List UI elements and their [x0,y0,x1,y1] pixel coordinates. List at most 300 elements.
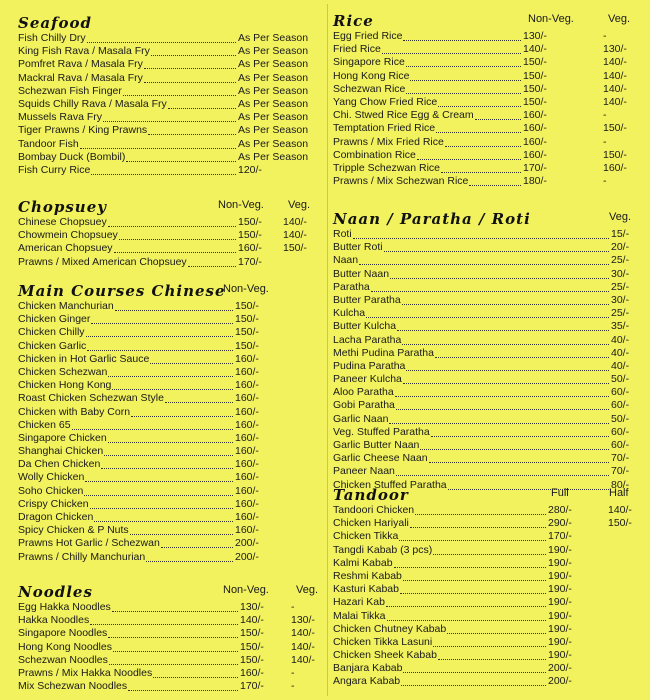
item-name: Kasturi Kabab [333,583,399,596]
menu-item [18,124,323,137]
item-price: 160/- [523,135,547,148]
dot-leader [410,70,521,81]
menu-item [333,334,645,347]
dot-leader [387,610,546,621]
menu-item [18,537,323,550]
item-price-secondary: 140/- [603,56,627,69]
menu-item [333,386,645,399]
menu-item [333,96,645,109]
dot-leader [112,601,238,612]
col-header-veg: Veg. [609,211,632,223]
menu-item [333,530,645,543]
menu-item [18,614,323,627]
item-name: Chi. Stwed Rice Egg & Cream [333,109,474,122]
col-header-half: Half [609,487,629,499]
item-name: Fish Chilly Dry [18,32,86,44]
dot-leader [108,627,238,638]
menu-item [333,109,645,122]
item-name: Banjara Kabab [333,662,403,675]
main-courses-section [18,282,323,564]
dot-leader [84,485,233,496]
item-price: 50/- [611,373,630,386]
item-price: 160/- [235,471,259,484]
item-price: 190/- [548,649,572,662]
dot-leader [395,386,609,397]
item-price: 150/- [235,326,259,339]
dot-leader [415,504,546,515]
menu-item [18,58,323,71]
item-name: Schezwan Rice [333,82,406,95]
menu-item [18,524,323,537]
menu-item [333,517,645,530]
item-name: Chicken Stuffed Paratha [333,478,447,491]
item-price: 160/- [235,511,259,523]
dot-leader [80,138,236,149]
chopsuey-section [18,198,323,269]
menu-item [18,551,323,564]
item-name: Fried Rice [333,43,381,56]
item-price: 280/- [548,504,572,516]
seafood-list [18,32,323,177]
dot-leader [90,498,233,509]
item-price: 200/- [235,550,259,563]
item-name: Shanghai Chicken [18,445,104,458]
col-header-veg: Veg. [296,584,319,596]
menu-item [333,241,645,254]
menu-item [18,654,323,667]
menu-item [18,485,323,498]
section-title: Chopsuey [18,198,107,216]
col-header-veg: Veg. [608,13,631,25]
col-header-full: Full [551,487,569,499]
seafood-section [18,14,323,177]
item-name: Tangdi Kabab (3 pcs) [333,543,433,556]
item-name: Chicken Hong Kong [18,379,112,392]
item-price: 160/- [235,497,259,510]
dot-leader [400,583,546,594]
col-header-nonveg: Non-Veg. [223,283,269,295]
dot-leader [85,471,233,482]
item-name: Mix Schezwan Noodles [18,680,128,693]
menu-item [333,570,645,583]
menu-item [18,419,323,432]
item-price: 25/- [611,307,630,320]
item-price: 190/- [548,596,572,609]
dot-leader [113,641,238,652]
menu-item [333,268,645,281]
menu-item [333,149,645,162]
dot-leader [128,680,238,691]
menu-item [333,70,645,83]
chopsuey-list [18,216,323,269]
item-name: Malai Tikka [333,609,386,622]
seafood-header [18,14,323,32]
section-title: Main Courses Chinese [18,282,226,300]
menu-item [333,307,645,320]
item-name: Schezwan Noodles [18,653,108,666]
item-price-secondary: - [291,680,295,693]
item-price: 170/- [523,161,547,174]
menu-item [18,151,323,164]
item-name: Gobi Paratha [333,399,395,412]
item-name: Chicken Garlic [18,339,87,352]
dot-leader [87,32,236,43]
menu-item [333,399,645,412]
item-name: Chicken Schezwan [18,365,108,378]
item-name: Chicken Hariyali [333,517,409,530]
item-price: 190/- [548,543,572,556]
item-name: Hong Kong Noodles [18,640,112,653]
menu-item [333,623,645,636]
item-price: 20/- [611,241,630,254]
main-courses-header [18,282,323,300]
naan-header [333,210,645,228]
item-price-secondary: 140/- [608,504,632,516]
item-name: Kulcha [333,307,366,320]
menu-item [18,641,323,654]
item-name: Chicken in Hot Garlic Sauce [18,352,150,365]
item-name: Pudina Paratha [333,359,406,372]
item-price: As Per Season [238,45,309,58]
item-price: 160/- [235,431,259,444]
menu-item [333,596,645,609]
item-name: Prawns / Mix Schezwan Rice [333,175,469,188]
item-name: Paratha [333,280,370,293]
dot-leader [438,649,546,660]
tandoor-header [333,486,645,504]
item-price: 35/- [611,320,630,333]
menu-item [333,373,645,386]
item-name: Garlic Butter Naan [333,439,420,451]
menu-item [18,164,323,177]
item-price: 160/- [238,242,262,255]
item-name: Schezwan Fish Finger [18,84,122,97]
dot-leader [119,229,236,240]
dot-leader [396,465,609,476]
item-price-secondary: 140/- [603,82,627,95]
menu-item [18,471,323,484]
item-price: 190/- [548,556,572,569]
item-price: 140/- [240,614,264,627]
item-price: 30/- [611,267,630,280]
item-name: Squids Chilly Rava / Masala Fry [18,97,167,110]
item-name: Tandoor Fish [18,137,79,150]
rice-header [333,12,645,30]
item-price: 130/- [240,601,264,613]
menu-item [18,667,323,680]
menu-item [333,30,645,43]
menu-item [18,353,323,366]
dot-leader [433,544,546,555]
item-name: Da Chen Chicken [18,458,101,471]
menu-item [333,360,645,373]
item-name: Lacha Paratha [333,333,402,346]
menu-item [18,300,323,313]
item-price: 60/- [611,386,630,399]
item-name: Mussels Rava Fry [18,111,103,124]
col-header-nonveg: Non-Veg. [528,13,574,25]
item-price-secondary: 140/- [291,640,315,653]
item-price: 160/- [523,109,547,122]
section-title: Seafood [18,14,93,32]
item-price: 160/- [235,352,259,365]
item-price: 150/- [523,69,547,82]
item-price: 150/- [240,640,264,653]
item-name: Butter Naan [333,267,390,280]
menu-item [333,413,645,426]
item-price-secondary: 160/- [603,161,627,174]
item-name: Dragon Chicken [18,511,94,523]
item-price: 130/- [523,30,547,42]
item-price-secondary: 150/- [283,242,307,255]
menu-item [333,228,645,241]
item-name: Yang Chow Fried Rice [333,95,438,108]
dot-leader [146,551,233,562]
dot-leader [131,406,233,417]
item-price: 150/- [523,82,547,95]
item-name: Chicken Tikka Lasuni [333,635,433,648]
dot-leader [402,334,609,345]
dot-leader [144,58,236,69]
item-price: 160/- [235,524,259,537]
item-price: As Per Season [238,111,309,124]
item-price: As Per Season [238,71,309,84]
item-price-secondary: - [291,601,295,613]
item-name: American Chopsuey [18,242,113,255]
menu-item [18,98,323,111]
menu-item [18,432,323,445]
item-price-secondary: 130/- [603,43,627,56]
item-price: 70/- [611,452,630,465]
item-name: Prawns Hot Garlic / Schezwan [18,537,160,550]
item-price: 160/- [235,445,259,458]
item-name: Soho Chicken [18,484,84,497]
rice-section [333,12,645,188]
dot-leader [91,313,233,324]
item-price-secondary: 140/- [603,69,627,82]
dot-leader [104,445,233,456]
menu-item [18,45,323,58]
item-price-secondary: 140/- [283,229,307,242]
dot-leader [359,254,609,265]
dot-leader [91,164,236,175]
item-name: Butter Paratha [333,293,401,306]
item-price: 120/- [238,163,262,176]
menu-item [333,636,645,649]
item-name: Hakka Noodles [18,614,90,627]
col-header-veg: Veg. [288,199,311,211]
item-price: 160/- [235,458,259,471]
dot-leader [103,111,236,122]
dot-leader [406,360,609,371]
dot-leader [447,623,546,634]
dot-leader [112,379,233,390]
menu-item [333,254,645,267]
dot-leader [87,340,233,351]
dot-leader [403,373,609,384]
item-price: 150/- [238,216,262,228]
item-name: Chicken 65 [18,418,71,431]
item-name: Fish Curry Rice [18,163,91,176]
dot-leader [115,300,233,311]
rice-list [333,30,645,188]
menu-item [333,122,645,135]
item-name: Chicken Sheek Kabab [333,649,437,662]
menu-item [18,313,323,326]
dot-leader [397,320,609,331]
dot-leader [94,511,233,522]
item-price: 160/- [235,392,259,405]
column-divider [327,4,328,696]
dot-leader [403,30,521,41]
item-name: Chicken Manchurian [18,300,114,312]
dot-leader [403,570,546,581]
item-price: 170/- [240,680,264,693]
menu-item [333,649,645,662]
dot-leader [475,109,521,120]
item-price: 140/- [523,43,547,56]
menu-item [333,43,645,56]
item-name: Chicken Chutney Kabab [333,622,447,635]
dot-leader [144,72,236,83]
item-name: Paneer Naan [333,465,395,478]
item-price: 150/- [240,653,264,666]
noodles-header [18,583,323,601]
item-price-secondary: 150/- [603,122,627,135]
item-price: As Per Season [238,124,309,137]
menu-item [333,56,645,69]
menu-item [18,392,323,405]
item-price: 200/- [548,662,572,675]
dot-leader [441,162,521,173]
item-name: Reshmi Kabab [333,569,402,582]
menu-item [18,406,323,419]
item-price: 190/- [548,609,572,622]
menu-item [333,294,645,307]
menu-item [333,83,645,96]
item-price: 170/- [548,530,572,543]
dot-leader [399,530,546,541]
dot-leader [108,216,236,227]
item-name: Butter Roti [333,241,383,254]
item-name: Veg. Stuffed Paratha [333,425,430,438]
menu-item [333,136,645,149]
item-price: 160/- [235,484,259,497]
item-price-secondary: 130/- [291,614,315,627]
item-name: Roti [333,228,352,240]
menu-item [18,601,323,614]
item-name: Prawns / Mix Hakka Noodles [18,666,153,679]
dot-leader [406,83,521,94]
item-name: Chowmein Chopsuey [18,229,118,242]
dot-leader [161,537,233,548]
menu-item [18,111,323,124]
dot-leader [108,366,233,377]
item-price: 150/- [240,627,264,640]
item-price: 200/- [548,675,572,688]
item-price: 190/- [548,583,572,596]
item-price: 70/- [611,465,630,478]
dot-leader [188,256,236,267]
item-price: 190/- [548,569,572,582]
dot-leader [153,667,238,678]
menu-item [18,627,323,640]
naan-section [333,210,645,492]
menu-item [18,366,323,379]
dot-leader [130,524,233,535]
dot-leader [406,56,521,67]
item-name: Chicken Ginger [18,313,91,326]
item-price: 160/- [523,122,547,135]
dot-leader [410,517,546,528]
item-name: Chicken Chilly [18,326,85,339]
menu-item [333,675,645,688]
item-price: As Per Season [238,150,309,163]
menu-item [333,504,645,517]
noodles-list [18,601,323,693]
item-name: Spicy Chicken & P Nuts [18,524,129,537]
menu-item [18,242,323,255]
item-name: Methi Pudina Paratha [333,346,434,359]
section-title: Noodles [18,583,93,601]
dot-leader [165,392,233,403]
item-price: 40/- [611,333,630,346]
menu-item [333,162,645,175]
item-name: Hazari Kab [333,596,385,609]
item-price: 40/- [611,346,630,359]
menu-item [333,610,645,623]
dot-leader [384,241,609,252]
menu-item [18,379,323,392]
dot-leader [151,45,236,56]
dot-leader [417,149,521,160]
item-price: 150/- [235,339,259,352]
menu-item [333,544,645,557]
item-name: Chicken Tikka [333,530,399,543]
item-name: Wolly Chicken [18,471,85,484]
item-price: 30/- [611,293,630,306]
dot-leader [429,452,609,463]
col-header-nonveg: Non-Veg. [218,199,264,211]
item-name: Garlic Cheese Naan [333,452,428,465]
item-name: Singapore Noodles [18,627,108,640]
dot-leader [114,242,236,253]
item-price: 290/- [548,517,572,530]
dot-leader [72,419,233,430]
item-price-secondary: 140/- [283,216,307,228]
menu-item [18,445,323,458]
item-name: Tripple Schezwan Rice [333,161,440,174]
main-courses-list [18,300,323,564]
item-name: Hong Kong Rice [333,69,410,82]
item-price: 15/- [611,228,630,240]
item-price-secondary: - [603,175,607,188]
item-name: Naan [333,254,359,267]
dot-leader [401,675,546,686]
item-name: Prawns / Chilly Manchurian [18,550,146,563]
item-price: 200/- [235,537,259,550]
menu-item [18,458,323,471]
dot-leader [382,43,521,54]
item-price: 160/- [235,379,259,392]
item-name: Tandoori Chicken [333,504,415,516]
item-name: Combination Rice [333,148,416,161]
dot-leader [353,228,609,239]
dot-leader [394,557,546,568]
item-price: 25/- [611,280,630,293]
tandoor-list [333,504,645,689]
item-price: 150/- [235,300,259,312]
